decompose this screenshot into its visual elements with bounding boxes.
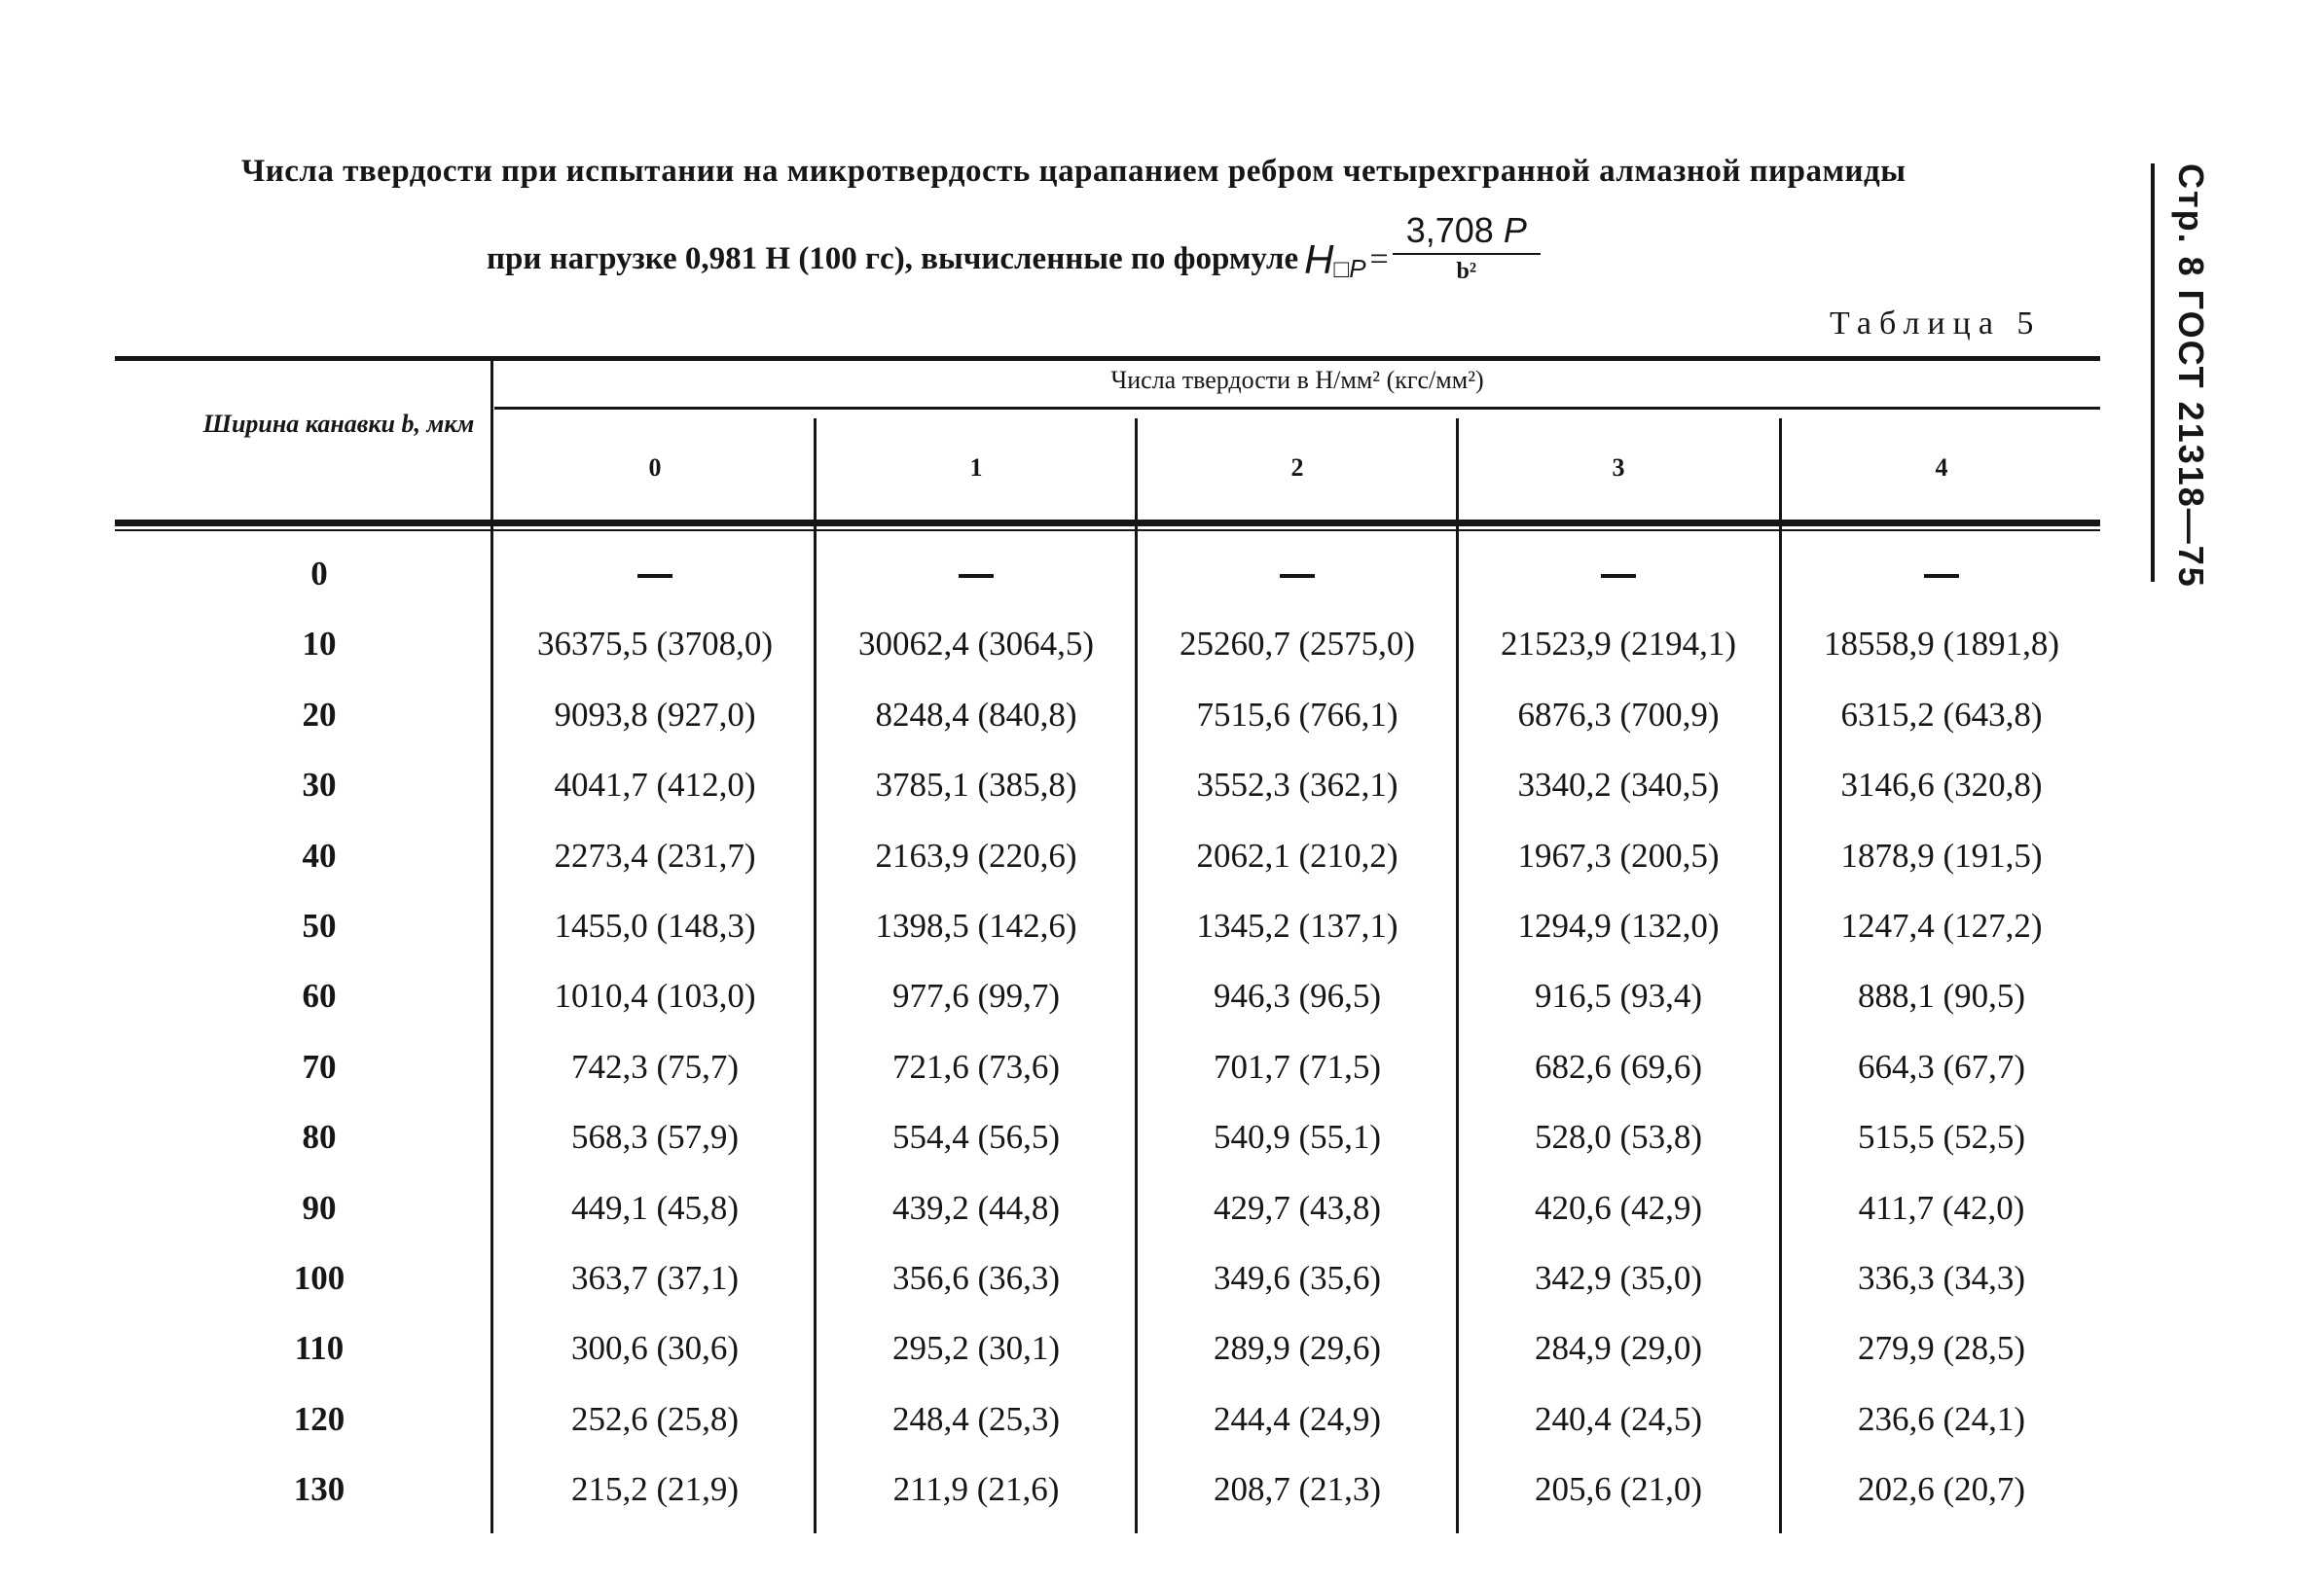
table-cell: 3785,1 (385,8) xyxy=(875,766,1077,805)
table-cell: 682,6 (69,6) xyxy=(1534,1047,1703,1086)
table-cell: 721,6 (73,6) xyxy=(891,1047,1061,1086)
row-label: 60 xyxy=(302,977,337,1016)
row-label: 100 xyxy=(293,1259,345,1297)
column-header-0: 0 xyxy=(648,453,662,482)
table-cell: 284,9 (29,0) xyxy=(1534,1329,1703,1368)
table-cell: 248,4 (25,3) xyxy=(891,1399,1061,1438)
table-cell: 289,9 (29,6) xyxy=(1213,1329,1382,1368)
table-cell: 215,2 (21,9) xyxy=(570,1470,740,1509)
table-cell: 252,6 (25,8) xyxy=(570,1399,740,1438)
table-cell: 205,6 (21,0) xyxy=(1534,1470,1703,1509)
table-cell: 356,6 (36,3) xyxy=(891,1259,1061,1297)
table-cell: 3340,2 (340,5) xyxy=(1517,766,1720,805)
group-header-rule xyxy=(494,407,2100,410)
formula-equals: = xyxy=(1369,240,1389,277)
table-cell: 300,6 (30,6) xyxy=(570,1329,740,1368)
table-cell: 1345,2 (137,1) xyxy=(1196,907,1398,945)
table-cell: 3146,6 (320,8) xyxy=(1840,766,2043,805)
table-cell: 208,7 (21,3) xyxy=(1213,1470,1382,1509)
column-header-3: 3 xyxy=(1612,453,1625,482)
hardness-table xyxy=(115,356,2100,1533)
table-cell: 888,1 (90,5) xyxy=(1857,977,2026,1016)
table-cell: 244,4 (24,9) xyxy=(1213,1399,1382,1438)
table-cell: 6876,3 (700,9) xyxy=(1517,695,1720,734)
formula-fraction xyxy=(1393,210,1541,285)
table-cell: 236,6 (24,1) xyxy=(1857,1399,2026,1438)
table-cell: 3552,3 (362,1) xyxy=(1196,766,1398,805)
table-cell: 4041,7 (412,0) xyxy=(554,766,756,805)
table-cell: 449,1 (45,8) xyxy=(570,1188,740,1227)
table-cell: 1878,9 (191,5) xyxy=(1840,836,2043,875)
formula-lhs: H xyxy=(1304,235,1334,282)
header-bottom-rule-thin xyxy=(115,529,2100,531)
table-cell: 25260,7 (2575,0) xyxy=(1179,625,1416,664)
table-cell: 295,2 (30,1) xyxy=(891,1329,1061,1368)
table-cell: 1010,4 (103,0) xyxy=(554,977,756,1016)
formula-numerator-var: P xyxy=(1503,210,1527,250)
table-cell: 742,3 (75,7) xyxy=(570,1047,740,1086)
hardness-formula xyxy=(1304,210,1541,297)
table-cell: 36375,5 (3708,0) xyxy=(536,625,774,664)
table-cell: 18558,9 (1891,8) xyxy=(1823,625,2060,664)
column-header-1: 1 xyxy=(969,453,983,482)
table-cell: 2062,1 (210,2) xyxy=(1196,836,1398,875)
table-cell: 540,9 (55,1) xyxy=(1213,1118,1382,1157)
row-label: 80 xyxy=(302,1118,337,1157)
table-cell: 21523,9 (2194,1) xyxy=(1500,625,1737,664)
table-cell: 8248,4 (840,8) xyxy=(875,695,1077,734)
table-cell: 1455,0 (148,3) xyxy=(554,907,756,945)
row-label: 110 xyxy=(294,1329,345,1368)
empty-cell-dash xyxy=(637,574,672,578)
table-cell: 6315,2 (643,8) xyxy=(1840,695,2043,734)
table-cell: 336,3 (34,3) xyxy=(1857,1259,2026,1297)
table-cell: 342,9 (35,0) xyxy=(1534,1259,1703,1297)
empty-cell-dash xyxy=(1280,574,1315,578)
table-cell: 1398,5 (142,6) xyxy=(875,907,1077,945)
table-cell: 528,0 (53,8) xyxy=(1534,1118,1703,1157)
table-cell: 916,5 (93,4) xyxy=(1534,977,1703,1016)
table-title-line2-text: при нагрузке 0,981 Н (100 гс), вычисленные по формуле xyxy=(487,241,1299,276)
empty-cell-dash xyxy=(1601,574,1636,578)
row-label: 30 xyxy=(302,766,337,805)
table-cell: 554,4 (56,5) xyxy=(891,1118,1061,1157)
table-title-line2 xyxy=(487,210,1541,297)
table-cell: 439,2 (44,8) xyxy=(891,1188,1061,1227)
row-label: 130 xyxy=(293,1470,345,1509)
row-header: Ширина канавки b, мкм xyxy=(202,410,475,438)
table-cell: 211,9 (21,6) xyxy=(892,1470,1060,1509)
column-header-4: 4 xyxy=(1935,453,1948,482)
table-top-rule xyxy=(115,356,2100,361)
table-cell: 349,6 (35,6) xyxy=(1213,1259,1382,1297)
row-label: 40 xyxy=(302,836,337,875)
table-cell: 202,6 (20,7) xyxy=(1857,1470,2026,1509)
column-divider xyxy=(490,361,493,1533)
row-label: 50 xyxy=(302,907,337,945)
group-header: Числа твердости в Н/мм² (кгс/мм²) xyxy=(1110,366,1484,394)
table-cell: 240,4 (24,5) xyxy=(1534,1399,1703,1438)
table-cell: 363,7 (37,1) xyxy=(570,1259,740,1297)
row-label: 120 xyxy=(293,1399,345,1438)
table-cell: 2273,4 (231,7) xyxy=(554,836,756,875)
table-cell: 420,6 (42,9) xyxy=(1534,1188,1703,1227)
row-label: 10 xyxy=(302,625,337,664)
table-cell: 664,3 (67,7) xyxy=(1857,1047,2026,1086)
table-number-label: Таблица 5 xyxy=(1830,305,2042,341)
table-cell: 701,7 (71,5) xyxy=(1213,1047,1382,1086)
table-cell: 429,7 (43,8) xyxy=(1213,1188,1382,1227)
header-bottom-rule xyxy=(115,520,2100,526)
page-side-label: Стр. 8 ГОСТ 21318—75 xyxy=(2171,163,2211,589)
empty-cell-dash xyxy=(1924,574,1959,578)
table-cell: 411,7 (42,0) xyxy=(1858,1188,2025,1227)
table-cell: 1967,3 (200,5) xyxy=(1517,836,1720,875)
row-label: 0 xyxy=(310,555,328,593)
empty-cell-dash xyxy=(959,574,994,578)
row-label: 70 xyxy=(302,1047,337,1086)
table-title-line1: Числа твердости при испытании на микротвердость царапанием ребром четырехгранной алмазной пирамиды xyxy=(241,154,1906,189)
table-cell: 1294,9 (132,0) xyxy=(1517,907,1720,945)
table-cell: 515,5 (52,5) xyxy=(1857,1118,2026,1157)
table-cell: 9093,8 (927,0) xyxy=(554,695,756,734)
table-cell: 279,9 (28,5) xyxy=(1857,1329,2026,1368)
table-cell: 1247,4 (127,2) xyxy=(1840,907,2043,945)
table-cell: 568,3 (57,9) xyxy=(570,1118,740,1157)
formula-subscript: □P xyxy=(1333,254,1366,283)
table-cell: 2163,9 (220,6) xyxy=(875,836,1077,875)
row-label: 20 xyxy=(302,695,337,734)
table-cell: 30062,4 (3064,5) xyxy=(857,625,1095,664)
table-cell: 977,6 (99,7) xyxy=(891,977,1061,1016)
formula-numerator xyxy=(1393,210,1541,255)
table-cell: 7515,6 (766,1) xyxy=(1196,695,1398,734)
column-header-2: 2 xyxy=(1290,453,1304,482)
table-cell: 946,3 (96,5) xyxy=(1213,977,1382,1016)
row-label: 90 xyxy=(302,1188,337,1227)
formula-denominator: b² xyxy=(1456,259,1477,284)
formula-numerator-coef: 3,708 xyxy=(1405,210,1494,250)
